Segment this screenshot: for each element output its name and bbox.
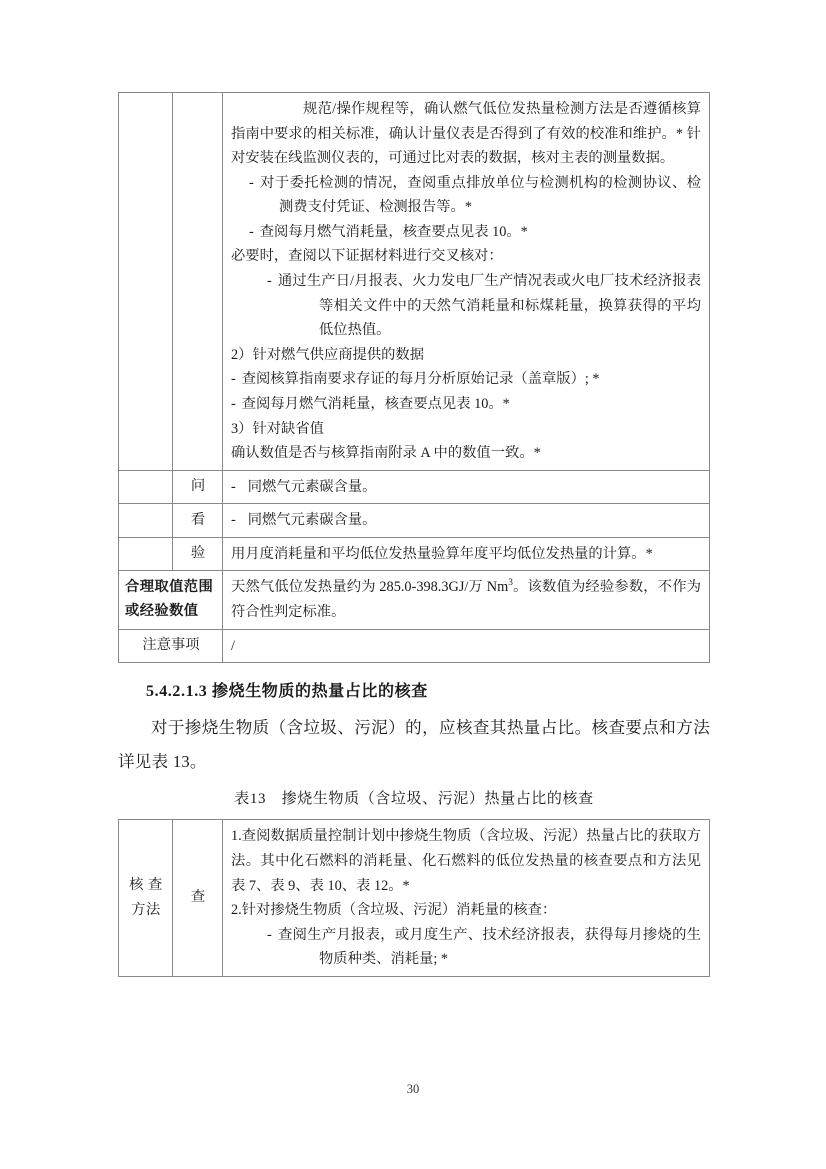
dash-marker: - <box>231 371 236 388</box>
paragraph-4: 3）针对缺省值 <box>231 420 324 437</box>
table-13 <box>118 819 710 976</box>
cell-table13-content <box>223 820 710 976</box>
item-2: 2.针对掺烧生物质（含垃圾、污泥）消耗量的核查： <box>231 902 557 919</box>
row-label-verify: 验 <box>173 537 223 571</box>
bullet-3: - 通过生产日/月报表、火力发电厂生产情况表或火电厂技术经济报表等相关文件中的天然气消耗量和标煤耗量，换算获得的平均低位热值。 <box>267 273 701 339</box>
cell-check-method-label: 核 查 方法 <box>119 820 173 976</box>
cell-method-label-empty-3 <box>119 504 173 538</box>
cell-ask-content <box>223 470 710 504</box>
cell-notes-content: / <box>223 629 710 663</box>
verify-text: 用月度消耗量和平均低位发热量验算年度平均低位发热量的计算。* <box>231 545 653 562</box>
paragraph-1: 规范/操作规程等，确认燃气低位发热量检测方法是否遵循核算指南中要求的相关标准，确认计量仪表是否得到了有效的校准和维护。* 针对安装在线监测仪表的，可通过比对表的数据，核对主表的测量数据。 <box>231 101 701 167</box>
paragraph-2: 必要时，查阅以下证据材料进行交叉核对： <box>231 248 503 265</box>
cell-method-label-empty-2 <box>119 470 173 504</box>
table-13-caption: 表13 掺烧生物质（含垃圾、污泥）热量占比的核查 <box>234 791 594 808</box>
bullet-4: - 查阅核算指南要求存证的每月分析原始记录（盖章版）; * <box>231 371 600 388</box>
row-label-ask: 问 <box>173 470 223 504</box>
paragraph-5: 确认数值是否与核算指南附录 A 中的数值一致。* <box>231 445 541 462</box>
item-2-bullet-1: - 查阅生产月报表，或月度生产、技术经济报表，获得每月掺烧的生物质种类、消耗量; * <box>267 926 701 968</box>
dash-marker: - <box>249 223 254 240</box>
table-row <box>119 93 710 471</box>
dash-marker: - <box>249 174 254 191</box>
section-paragraph: 对于掺烧生物质（含垃圾、污泥）的，应核查其热量占比。核查要点和方法详见表 13。 <box>118 717 710 771</box>
value-range-text: 天然气低位发热量约为 285.0-398.3GJ/万 Nm$^3$。该数值为经验参数，不作为符合性判定标准。 <box>231 578 701 620</box>
ask-bullet: - 同燃气元素碳含量。 <box>231 478 377 495</box>
table-row <box>119 629 710 663</box>
cell-check-subaction-label: 查 <box>173 820 223 976</box>
cell-subaction-label-empty <box>173 93 223 471</box>
row-label-look: 看 <box>173 504 223 538</box>
page-content <box>118 92 710 977</box>
look-bullet: - 同燃气元素碳含量。 <box>231 512 377 529</box>
dash-marker: - <box>267 926 272 943</box>
section-heading: 5.4.2.1.3 掺烧生物质的热量占比的核查 <box>146 683 428 701</box>
cell-method-label-empty <box>119 93 173 471</box>
page-number: 30 <box>406 1082 420 1096</box>
bullet-5: - 查阅每月燃气消耗量，核查要点见表 10。* <box>231 395 510 412</box>
dash-marker: - <box>231 512 236 529</box>
cell-look-content <box>223 504 710 538</box>
cell-value-range-content <box>223 571 710 629</box>
table-row <box>119 504 710 538</box>
cell-check-content <box>223 93 710 471</box>
row-label-notes: 注意事项 <box>119 629 223 663</box>
dash-marker: - <box>231 478 236 495</box>
bullet-2: - 查阅每月燃气消耗量，核查要点见表 10。* <box>249 223 528 240</box>
superscript-3: 3 <box>508 578 513 589</box>
dash-marker: - <box>267 273 272 290</box>
table-12-continued <box>118 92 710 663</box>
row-label-value-range: 合理取值范围或经验数值 <box>119 571 223 629</box>
table-row <box>119 571 710 629</box>
cell-verify-content <box>223 537 710 571</box>
dash-marker: - <box>231 395 236 412</box>
bullet-1: - 对于委托检测的情况，查阅重点排放单位与检测机构的检测协议、检测费支付凭证、检测报告等。* <box>249 174 701 216</box>
table-row <box>119 470 710 504</box>
table-row <box>119 820 710 976</box>
paragraph-3: 2）针对燃气供应商提供的数据 <box>231 346 425 363</box>
table-row <box>119 537 710 571</box>
cell-method-label-empty-4 <box>119 537 173 571</box>
item-1: 1.查阅数据质量控制计划中掺烧生物质（含垃圾、污泥）热量占比的获取方法。其中化石燃料的消耗量、化石燃料的低位发热量的核查要点和方法见表 7、表 9、表 10、表 12。* <box>231 828 701 894</box>
